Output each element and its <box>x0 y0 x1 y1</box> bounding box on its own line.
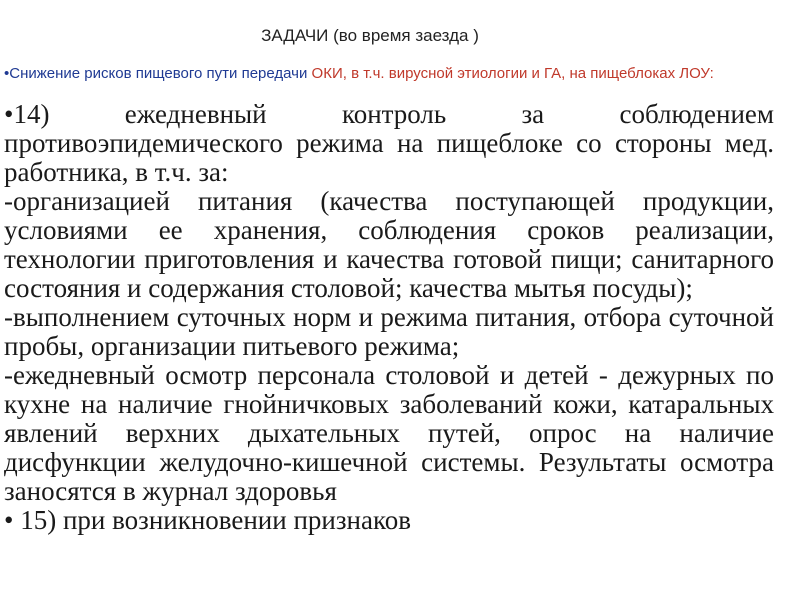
subtitle-part-2: ОКИ, в т.ч. вирусной этиологии и ГА, на пищеблоках ЛОУ: <box>311 65 714 82</box>
paragraph-staff-inspection: -ежедневный осмотр персонала столовой и детей - дежурных по кухне на наличие гнойничковых заболеваний кожи, катаральных явлений верхних дыхательных путей, опрос на наличие дисфункции желудочно-кишечной системы. Результаты осмотра заносятся в журнал здоровья <box>4 360 774 506</box>
subtitle-part-1: Снижение рисков пищевого пути передачи <box>9 65 308 82</box>
subtitle-bullet: • <box>4 65 10 82</box>
slide-body <box>4 100 774 535</box>
paragraph-nutrition-control: -организацией питания (качества поступающей продукции, условиями ее хранения, соблюдения сроков реализации, технологии приготовления и качества готовой пищи; санитарного состояния и содержания столовой; качества мытья посуды); <box>4 186 774 303</box>
slide-title: ЗАДАЧИ (во время заезда ) <box>261 26 479 45</box>
paragraph-item-14: •14) ежедневный контроль за соблюдением противоэпидемического режима на пищеблоке со стороны мед. работника, в т.ч. за: <box>4 99 774 187</box>
slide-subtitle <box>4 66 794 81</box>
paragraph-daily-norms: -выполнением суточных норм и режима питания, отбора суточной пробы, организации питьевого режима; <box>4 302 774 361</box>
paragraph-item-15: • 15) при возникновении признаков <box>4 505 411 535</box>
